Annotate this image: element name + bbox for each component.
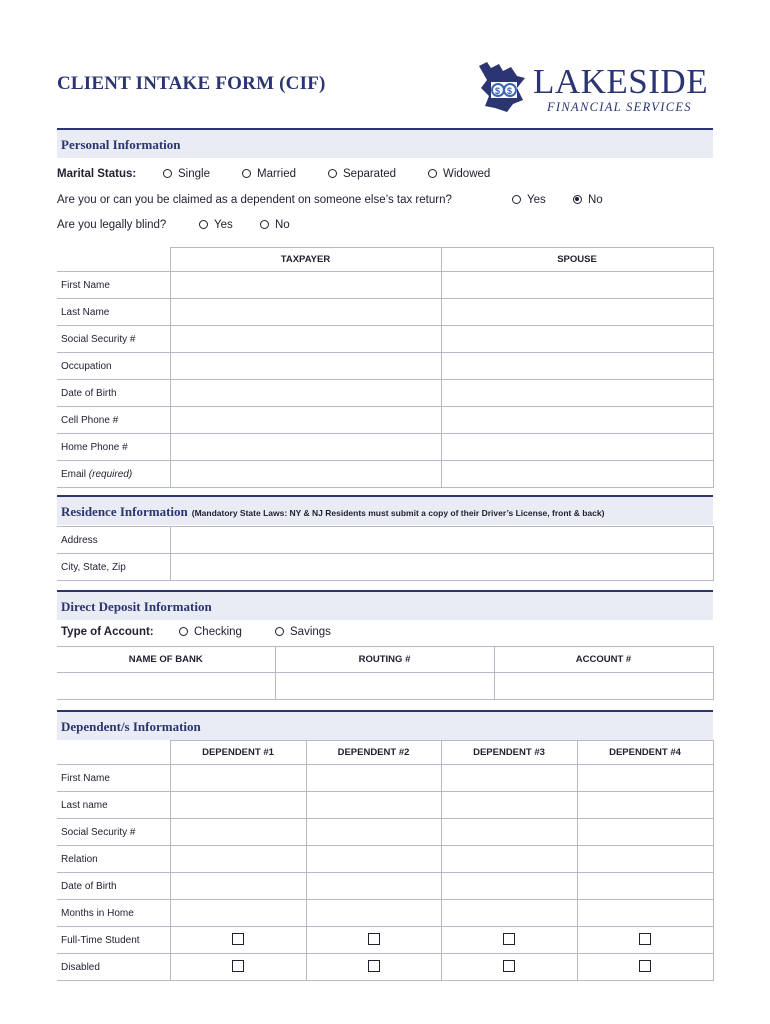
deposit-section-header — [57, 590, 713, 620]
marital-single-radio[interactable]: Single — [163, 168, 210, 180]
blind-question: Are you legally blind? — [57, 219, 167, 231]
dependent-3-first-name-field[interactable] — [441, 765, 577, 792]
svg-text:$: $ — [495, 86, 501, 96]
dependent-3-disabled-checkbox[interactable] — [503, 960, 515, 972]
dependent-2-dob-field[interactable] — [306, 873, 441, 900]
radio-icon — [179, 627, 188, 636]
address-field[interactable] — [170, 527, 713, 554]
table-row — [57, 380, 713, 407]
taxpayer-ssn-field[interactable] — [170, 326, 441, 353]
row-label: Disabled — [57, 954, 170, 981]
dependent-3-last-name-field[interactable] — [441, 792, 577, 819]
dependent-3-dob-field[interactable] — [441, 873, 577, 900]
radio-selected-icon — [573, 195, 582, 204]
radio-icon — [242, 169, 251, 178]
dependent-3-relation-field[interactable] — [441, 846, 577, 873]
dependent-4-last-name-field[interactable] — [577, 792, 713, 819]
column-header-account: ACCOUNT # — [494, 647, 713, 673]
column-header-dependent-3: DEPENDENT #3 — [441, 741, 577, 765]
table-row — [57, 846, 713, 873]
taxpayer-first-name-field[interactable] — [170, 272, 441, 299]
radio-icon — [428, 169, 437, 178]
dependent-4-months-field[interactable] — [577, 900, 713, 927]
marital-status-label: Marital Status: — [57, 168, 137, 180]
row-label: Date of Birth — [57, 873, 170, 900]
row-label: Occupation — [57, 353, 170, 380]
table-row — [57, 927, 713, 954]
logo-subtitle: FINANCIAL SERVICES — [547, 100, 692, 114]
dependent-2-ssn-field[interactable] — [306, 819, 441, 846]
dependent-3-months-field[interactable] — [441, 900, 577, 927]
dependent-1-months-field[interactable] — [170, 900, 306, 927]
column-header-dependent-4: DEPENDENT #4 — [577, 741, 713, 765]
city-state-zip-field[interactable] — [170, 554, 713, 581]
spouse-ssn-field[interactable] — [441, 326, 713, 353]
blind-no-radio[interactable]: No — [260, 219, 290, 231]
logo-name: LAKESIDE — [533, 62, 709, 101]
row-label: City, State, Zip — [57, 554, 170, 581]
row-label: Home Phone # — [57, 434, 170, 461]
company-logo — [473, 58, 713, 118]
column-header-dependent-2: DEPENDENT #2 — [306, 741, 441, 765]
dependent-1-relation-field[interactable] — [170, 846, 306, 873]
residence-note: (Mandatory State Laws: NY & NJ Residents must submit a copy of their Driver’s License, front & back) — [191, 508, 605, 518]
taxpayer-cell-phone-field[interactable] — [170, 407, 441, 434]
row-label: Relation — [57, 846, 170, 873]
dependent-2-student-checkbox[interactable] — [368, 933, 380, 945]
radio-icon — [512, 195, 521, 204]
svg-text:$: $ — [507, 86, 513, 96]
radio-icon — [275, 627, 284, 636]
dependent-1-ssn-field[interactable] — [170, 819, 306, 846]
spouse-occupation-field[interactable] — [441, 353, 713, 380]
marital-separated-radio[interactable]: Separated — [328, 168, 396, 180]
deposit-table — [57, 646, 714, 700]
row-label: Date of Birth — [57, 380, 170, 407]
dependents-section-header — [57, 710, 713, 740]
table-row — [57, 819, 713, 846]
taxpayer-occupation-field[interactable] — [170, 353, 441, 380]
table-row — [57, 765, 713, 792]
spouse-home-phone-field[interactable] — [441, 434, 713, 461]
spouse-email-field[interactable] — [441, 461, 713, 488]
column-header-spouse: SPOUSE — [441, 248, 713, 272]
dependent-4-dob-field[interactable] — [577, 873, 713, 900]
spouse-cell-phone-field[interactable] — [441, 407, 713, 434]
section-title: Residence Information (Mandatory State Laws: NY & NJ Residents must submit a copy of their Driver’s License, front & back) — [61, 504, 605, 519]
row-label: Full-Time Student — [57, 927, 170, 954]
table-row — [57, 353, 713, 380]
table-corner — [57, 248, 170, 272]
dependent-2-months-field[interactable] — [306, 900, 441, 927]
page-title: CLIENT INTAKE FORM (CIF) — [57, 73, 326, 94]
row-label: First Name — [57, 272, 170, 299]
row-label: Cell Phone # — [57, 407, 170, 434]
row-label — [57, 461, 170, 488]
table-row — [57, 554, 713, 581]
dependent-2-first-name-field[interactable] — [306, 765, 441, 792]
dependent-4-relation-field[interactable] — [577, 846, 713, 873]
dependent-3-student-checkbox[interactable] — [503, 933, 515, 945]
section-title: Personal Information — [61, 137, 181, 152]
row-label: Last Name — [57, 299, 170, 326]
dependent-1-last-name-field[interactable] — [170, 792, 306, 819]
personal-info-table — [57, 247, 714, 488]
blind-yes-radio[interactable]: Yes — [199, 219, 233, 231]
dependent-3-ssn-field[interactable] — [441, 819, 577, 846]
table-row — [57, 873, 713, 900]
account-type-label: Type of Account: — [61, 626, 154, 638]
table-row — [57, 299, 713, 326]
bank-name-field[interactable] — [57, 673, 275, 700]
table-row — [57, 326, 713, 353]
dependent-1-first-name-field[interactable] — [170, 765, 306, 792]
table-row — [57, 272, 713, 299]
dependent-no-radio[interactable]: No — [573, 194, 603, 206]
radio-icon — [328, 169, 337, 178]
row-label: Social Security # — [57, 326, 170, 353]
account-savings-radio[interactable]: Savings — [275, 626, 331, 638]
row-label: Months in Home — [57, 900, 170, 927]
taxpayer-email-field[interactable] — [170, 461, 441, 488]
row-label: First Name — [57, 765, 170, 792]
column-header-taxpayer: TAXPAYER — [170, 248, 441, 272]
spouse-dob-field[interactable] — [441, 380, 713, 407]
dependent-4-ssn-field[interactable] — [577, 819, 713, 846]
dependent-question: Are you or can you be claimed as a dependent on someone else’s tax return? — [57, 194, 452, 206]
table-row — [57, 792, 713, 819]
dependents-table — [57, 740, 714, 981]
column-header-routing: ROUTING # — [275, 647, 494, 673]
account-checking-radio[interactable]: Checking — [179, 626, 242, 638]
dependent-2-last-name-field[interactable] — [306, 792, 441, 819]
marital-widowed-radio[interactable]: Widowed — [428, 168, 490, 180]
row-label: Last name — [57, 792, 170, 819]
taxpayer-dob-field[interactable] — [170, 380, 441, 407]
shield-logo-icon — [473, 58, 535, 116]
personal-section-header — [57, 128, 713, 158]
dependent-4-disabled-checkbox[interactable] — [639, 960, 651, 972]
residence-table — [57, 526, 714, 581]
spouse-last-name-field[interactable] — [441, 299, 713, 326]
taxpayer-last-name-field[interactable] — [170, 299, 441, 326]
column-header-dependent-1: DEPENDENT #1 — [170, 741, 306, 765]
table-row — [57, 954, 713, 981]
radio-icon — [260, 220, 269, 229]
table-row — [57, 461, 713, 488]
table-row — [57, 673, 713, 700]
dependent-2-relation-field[interactable] — [306, 846, 441, 873]
dependent-yes-radio[interactable]: Yes — [512, 194, 546, 206]
table-row — [57, 527, 713, 554]
section-title: Dependent/s Information — [61, 719, 201, 734]
column-header-bank: NAME OF BANK — [57, 647, 275, 673]
email-label: Email — [61, 468, 87, 480]
residence-section-header — [57, 495, 713, 525]
section-title: Direct Deposit Information — [61, 599, 212, 614]
routing-number-field[interactable] — [275, 673, 494, 700]
required-note: (required) — [88, 468, 133, 480]
table-row — [57, 407, 713, 434]
taxpayer-home-phone-field[interactable] — [170, 434, 441, 461]
account-number-field[interactable] — [494, 673, 713, 700]
table-row — [57, 900, 713, 927]
dependent-4-first-name-field[interactable] — [577, 765, 713, 792]
table-row — [57, 434, 713, 461]
table-corner — [57, 741, 170, 765]
dependent-1-dob-field[interactable] — [170, 873, 306, 900]
dependent-2-disabled-checkbox[interactable] — [368, 960, 380, 972]
radio-icon — [163, 169, 172, 178]
dependent-1-disabled-checkbox[interactable] — [232, 960, 244, 972]
spouse-first-name-field[interactable] — [441, 272, 713, 299]
row-label: Address — [57, 527, 170, 554]
dependent-4-student-checkbox[interactable] — [639, 933, 651, 945]
marital-married-radio[interactable]: Married — [242, 168, 296, 180]
radio-icon — [199, 220, 208, 229]
row-label: Social Security # — [57, 819, 170, 846]
dependent-1-student-checkbox[interactable] — [232, 933, 244, 945]
